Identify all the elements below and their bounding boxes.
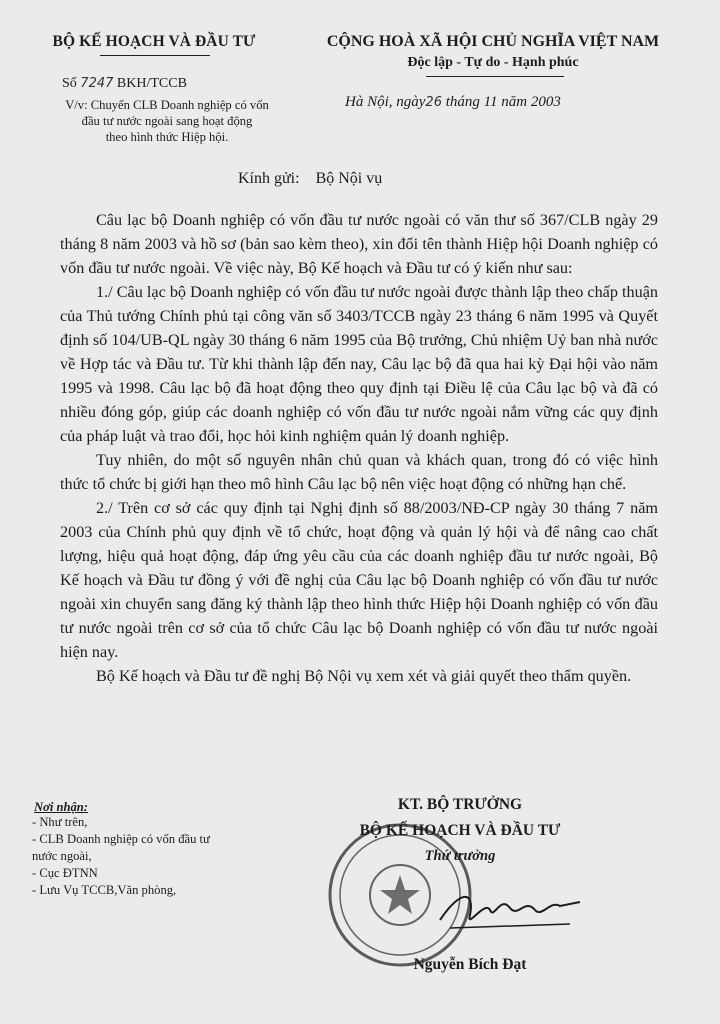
body-paragraph: 1./ Câu lạc bộ Doanh nghiệp có vốn đầu tư nước ngoài được thành lập theo chấp thuận của Thủ tướng Chính phủ tại công văn số 3403/TCCB ngày 23 tháng 6 năm 1995 và Quyết định số 104/UB-QL ngày 30 tháng 6 năm 1995 của Bộ trưởng, Chủ nhiệm Uỷ ban nhà nước về Hợp tác và Đầu tư. Từ khi thành lập đến nay, Câu lạc bộ đã qua hai kỳ Đại hội vào năm 1995 và 1998. Câu lạc bộ đã hoạt động theo quy định tại Điều lệ của Câu lạc bộ và đã có nhiều đóng góp, giúp các doanh nghiệp có vốn đầu tư nước ngoài nắm vững các quy định của pháp luật và trao đổi, học hỏi kinh nghiệm quản lý doanh nghiệp. xyxy=(60,283,658,445)
place-suffix: tháng 11 năm 2003 xyxy=(445,94,561,110)
body-paragraph: Tuy nhiên, do một số nguyên nhân chủ quan và khách quan, trong đó có việc hình thức tổ chức bị giới hạn theo mô hình Câu lạc bộ nên việc hoạt động có những hạn chế. xyxy=(60,451,658,493)
cc-item: - Cục ĐTNN xyxy=(32,866,98,880)
document-number xyxy=(62,76,187,92)
national-motto: Độc lập - Tự do - Hạnh phúc xyxy=(407,55,579,70)
doc-no-suffix: BKH/TCCB xyxy=(116,76,187,91)
motto-underline xyxy=(426,76,564,77)
signer-name: Nguyễn Bích Đạt xyxy=(413,956,527,973)
subject-line: V/v: Chuyển CLB Doanh nghiệp có vốn xyxy=(65,98,269,112)
day-handwritten: 26 xyxy=(425,95,442,110)
handwritten-signature xyxy=(430,880,590,940)
cc-item: - Như trên, xyxy=(32,815,88,829)
body-paragraph: Bộ Kế hoạch và Đầu tư đề nghị Bộ Nội vụ xem xét và giải quyết theo thẩm quyền. xyxy=(96,667,632,685)
cc-item: - Lưu Vụ TCCB,Văn phòng, xyxy=(32,883,177,897)
letter-body xyxy=(60,208,658,688)
cc-title: Nơi nhận: xyxy=(34,800,89,814)
doc-no-handwritten: 7247 xyxy=(80,76,114,91)
recipient-name: Bộ Nội vụ xyxy=(315,170,383,187)
subject-line: theo hình thức Hiệp hội. xyxy=(105,130,229,144)
subject-line: đầu tư nước ngoài sang hoạt động xyxy=(81,114,253,128)
signature-ministry: BỘ KẾ HOẠCH VÀ ĐẦU TƯ xyxy=(359,822,561,839)
cc-list xyxy=(32,814,232,899)
body-paragraph: Câu lạc bộ Doanh nghiệp có vốn đầu tư nước ngoài có văn thư số 367/CLB ngày 29 tháng 8 năm 2003 và hồ sơ (bản sao kèm theo), xin đổi tên thành Hiệp hội Doanh nghiệp có vốn đầu tư nước ngoài. Về việc này, Bộ Kế hoạch và Đầu tư có ý kiến như sau: xyxy=(60,211,658,277)
body-paragraph: 2./ Trên cơ sở các quy định tại Nghị định số 88/2003/NĐ-CP ngày 30 tháng 7 năm 2003 của Chính phủ quy định về tổ chức, hoạt động và quản lý hội và để nâng cao chất lượng, hiệu quả hoạt động, đáp ứng yêu cầu của các doanh nghiệp đầu tư nước ngoài, Bộ Kế hoạch và Đầu tư đồng ý với đề nghị của Câu lạc bộ Doanh nghiệp có vốn đầu tư nước ngoài xin chuyển sang đăng ký thành lập theo hình thức Hiệp hội Doanh nghiệp có vốn đầu tư nước ngoài trên cơ sở của tổ chức Câu lạc bộ Doanh nghiệp có vốn đầu tư nước ngoài hiện nay. xyxy=(60,499,658,661)
national-title: CỘNG HOÀ XÃ HỘI CHỦ NGHĨA VIỆT NAM xyxy=(326,33,660,50)
signature-position: Thứ trưởng xyxy=(424,848,496,864)
place-prefix: Hà Nội, ngày xyxy=(345,94,426,110)
doc-no-label: Số xyxy=(62,76,77,91)
subject-block xyxy=(28,97,306,145)
signature-title: KT. BỘ TRƯỞNG xyxy=(397,796,523,813)
ministry-underline xyxy=(100,55,210,56)
ministry-name: BỘ KẾ HOẠCH VÀ ĐẦU TƯ xyxy=(52,33,256,50)
recipient-label: Kính gửi: xyxy=(238,170,300,187)
place-date xyxy=(345,94,561,111)
cc-item: - CLB Doanh nghiệp có vốn đầu tư nước ngoài, xyxy=(32,832,210,863)
recipient xyxy=(238,170,382,188)
